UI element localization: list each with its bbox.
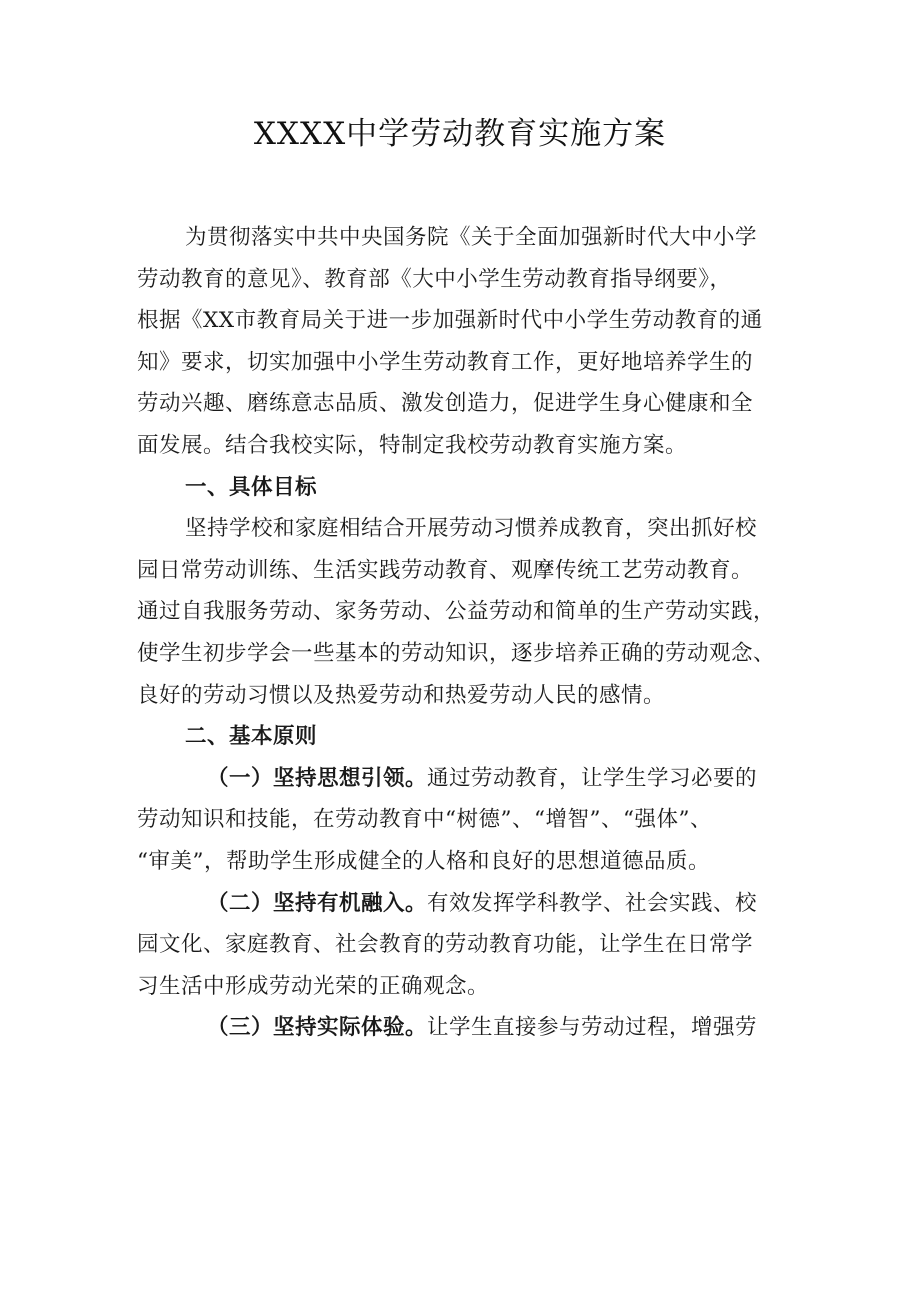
principle-text: 有效发挥学科教学、社会实践、校 — [427, 890, 758, 916]
principle-item-2 — [137, 883, 787, 925]
section1-line: 坚持学校和家庭相结合开展劳动习惯养成教育，突出抓好校 — [185, 516, 758, 542]
section1-line: 良好的劳动习惯以及热爱劳动和热爱劳动人民的感情。 — [137, 682, 666, 708]
principle-label: （一）坚持思想引领。 — [207, 765, 428, 791]
principle-line: 园文化、家庭教育、社会教育的劳动教育功能，让学生在日常学 — [137, 932, 754, 958]
intro-line: 劳动兴趣、磨练意志品质、激发创造力，促进学生身心健康和全 — [137, 391, 754, 417]
section-heading-goals: 一、具体目标 — [185, 474, 318, 500]
intro-line: 知》要求，切实加强中小学生劳动教育工作，更好地培养学生的 — [137, 349, 754, 375]
document-title: XXXX中学劳动教育实施方案 — [253, 116, 667, 152]
intro-line: 劳动教育的意见》、教育部《大中小学生劳动教育指导纲要》， — [137, 266, 732, 292]
principle-label: （三）坚持实际体验。 — [207, 1015, 428, 1041]
intro-line: 面发展。结合我校实际，特制定我校劳动教育实施方案。 — [137, 432, 688, 458]
intro-line: 根据《XX市教育局关于进一步加强新时代中小学生劳动教育的通 — [137, 308, 763, 334]
section-heading-principles: 二、基本原则 — [185, 724, 318, 750]
section1-line: 园日常劳动训练、生活实践劳动教育、观摩传统工艺劳动教育。 — [137, 557, 754, 583]
principle-item-3 — [137, 1007, 787, 1049]
principle-line: 劳动知识和技能，在劳动教育中“树德”、“增智”、“强体”、 — [137, 807, 712, 833]
principle-label: （二）坚持有机融入。 — [207, 890, 428, 916]
principle-item-1 — [137, 758, 787, 800]
principle-line: 习生活中形成劳动光荣的正确观念。 — [137, 973, 490, 999]
section1-line: 通过自我服务劳动、家务劳动、公益劳动和简单的生产劳动实践， — [137, 599, 776, 625]
document-body — [137, 217, 787, 1049]
principle-text: 通过劳动教育，让学生学习必要的 — [427, 765, 758, 791]
intro-line: 为贯彻落实中共中央国务院《关于全面加强新时代大中小学 — [185, 225, 758, 250]
section1-line: 使学生初步学会一些基本的劳动知识，逐步培养正确的劳动观念、 — [137, 640, 776, 666]
principle-line: “审美”，帮助学生形成健全的人格和良好的思想道德品质。 — [137, 848, 710, 874]
principle-text: 让学生直接参与劳动过程，增强劳 — [427, 1015, 758, 1041]
